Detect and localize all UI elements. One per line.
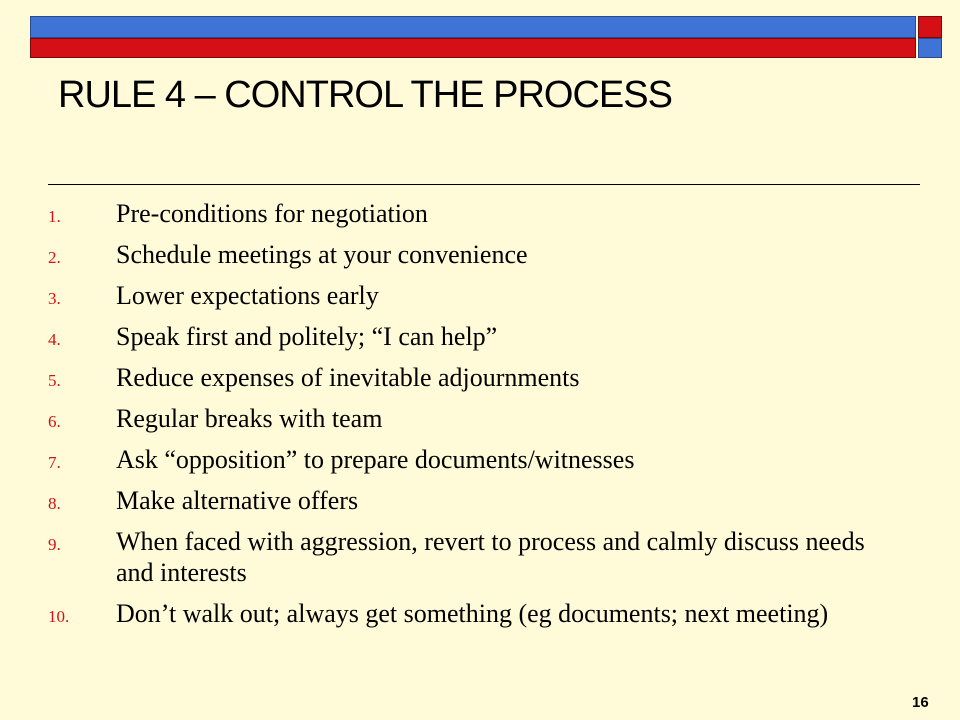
list-item-text: Speak first and politely; “I can help” [116,322,498,351]
list-item-text: Don’t walk out; always get something (eg documents; next meeting) [116,599,829,628]
title-divider [48,184,920,185]
list-item-text: Regular breaks with team [116,404,383,433]
list-item [48,485,908,516]
list-item-text: Reduce expenses of inevitable adjournments [116,363,580,392]
list-item [48,403,908,434]
list-item-number: 10. [48,607,70,626]
list-item-text: Make alternative offers [116,486,359,515]
list-item-text: Lower expectations early [116,281,379,310]
list-item [48,444,908,475]
list-item [48,280,908,311]
corner-square-blue [918,38,942,58]
list-item [48,198,908,229]
header-bar-blue [30,16,916,38]
list-item-text: Ask “opposition” to prepare documents/witnesses [116,445,635,474]
list-item-number: 2. [48,248,61,267]
list-item-number: 9. [48,535,61,554]
list-item [48,239,908,270]
header-bar-red [30,38,916,58]
slide-title: RULE 4 – CONTROL THE PROCESS [58,74,672,116]
list-item-number: 8. [48,494,61,513]
list-item-number: 6. [48,412,61,431]
list-item [48,598,908,629]
list-item-number: 5. [48,371,61,390]
list-item-text: Schedule meetings at your convenience [116,240,528,269]
list-item [48,526,908,588]
list-item-text: When faced with aggression, revert to process and calmly discuss needs and interests [116,527,865,587]
list-item-number: 1. [48,207,61,226]
list-item-text: Pre-conditions for negotiation [116,199,428,228]
corner-square-red [918,16,942,38]
list-item [48,362,908,393]
list-item [48,321,908,352]
list-item-number: 7. [48,453,61,472]
process-list [48,198,908,639]
list-item-number: 4. [48,330,61,349]
list-item-number: 3. [48,289,61,308]
page-number: 16 [912,694,929,711]
